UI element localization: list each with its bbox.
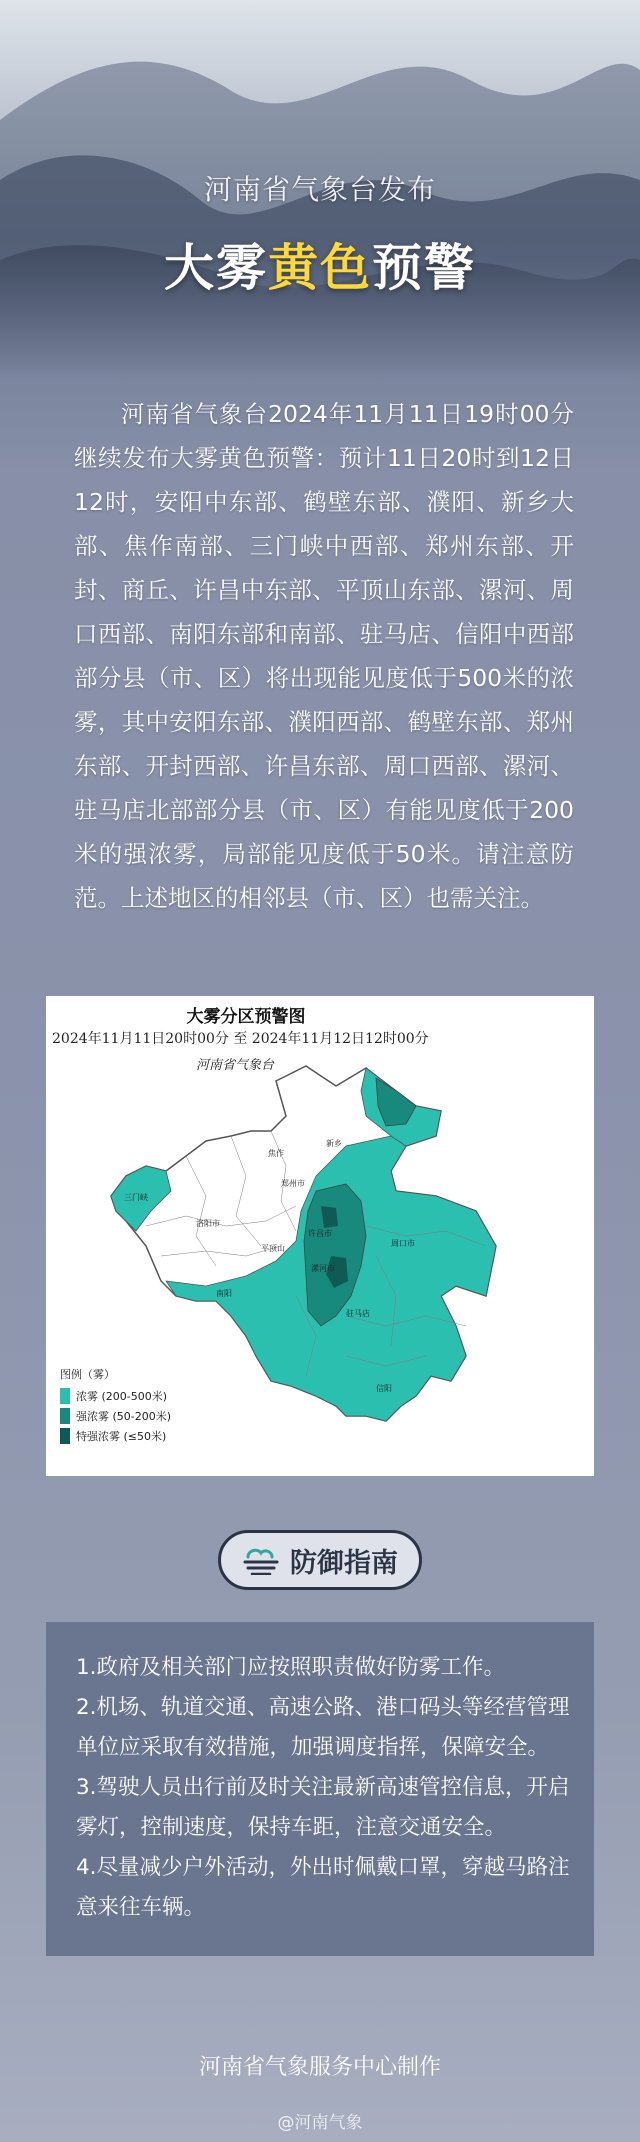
- legend-label: 特强浓雾 (≤50米): [76, 1430, 167, 1443]
- map-label-xuchang: 许昌市: [308, 1229, 332, 1238]
- guide-item-3: 3.驾驶人员出行前及时关注最新高速管控信息，开启雾灯，控制速度，保持车距，注意交通安全。: [76, 1775, 570, 1840]
- map-issuer: 河南省气象台: [196, 1058, 275, 1073]
- map-label-xinyang: 信阳: [376, 1384, 392, 1393]
- map-title: 大雾分区预警图: [186, 1007, 306, 1027]
- hero-banner: [0, 0, 640, 380]
- map-label-jiaozuo: 焦作: [268, 1149, 284, 1158]
- announcement-text: 河南省气象台2024年11月11日19时00分继续发布大雾黄色预警：预计11日20时到12日12时，安阳中东部、鹤壁东部、濮阳、新乡大部、焦作南部、三门峡中西部、郑州东部、开封、商丘、许昌中东部、平顶山东部、漯河、周口西部、南阳东部和南部、驻马店、信阳中西部部分县（市、区）将出现能见度低于500米的浓雾，其中安阳东部、濮阳西部、鹤壁东部、郑州东部、开封西部、许昌东部、周口西部、漯河、驻马店北部部分县（市、区）有能见度低于200米的强浓雾，局部能见度低于50米。请注意防范。上述地区的相邻县（市、区）也需关注。: [74, 400, 574, 912]
- legend-label: 浓雾 (200-500米): [76, 1390, 168, 1403]
- issuer-subtitle: 河南省气象台发布: [203, 173, 436, 206]
- map-label-luohe: 漯河市: [311, 1264, 335, 1273]
- defense-guide-box: [46, 1622, 594, 1956]
- title-part-warning: 预警: [372, 239, 476, 297]
- legend-item-strong-fog: [60, 1406, 171, 1426]
- legend-swatch: [60, 1408, 70, 1424]
- warning-title: [0, 228, 640, 300]
- legend-item-dense-fog: [60, 1386, 171, 1406]
- legend-swatch: [60, 1428, 70, 1444]
- defense-guide-label: 防御指南: [290, 1547, 398, 1579]
- guide-item-1: 1.政府及相关部门应按照职责做好防雾工作。: [76, 1655, 506, 1680]
- guide-item-2: 2.机场、轨道交通、高速公路、港口码头等经营管理单位应采取有效措施，加强调度指挥，保障安全。: [76, 1695, 570, 1760]
- map-label-pingdingshan: 平顶山: [261, 1244, 285, 1253]
- map-label-zhengzhou: 郑州市: [281, 1179, 305, 1188]
- legend-swatch: [60, 1388, 70, 1404]
- guide-item-4: 4.尽量减少户外活动，外出时佩戴口罩，穿越马路注意来往车辆。: [76, 1855, 570, 1920]
- map-label-luoyang: 洛阳市: [196, 1219, 220, 1228]
- title-part-fog: 大雾: [164, 239, 268, 297]
- title-part-level: 黄色: [268, 239, 372, 297]
- weibo-watermark: @河南气象: [277, 2113, 363, 2133]
- legend-title: 图例（雾）: [60, 1368, 115, 1381]
- map-period: 2024年11月11日20时00分 至 2024年11月12日12时00分: [52, 1031, 429, 1047]
- legend-item-extra-strong-fog: [60, 1426, 171, 1446]
- map-label-xinxiang: 新乡: [326, 1139, 342, 1148]
- map-label-sanmenxia: 三门峡: [124, 1193, 148, 1202]
- fog-warning-map: [46, 996, 594, 1476]
- map-legend: [60, 1366, 171, 1446]
- legend-label: 强浓雾 (50-200米): [76, 1410, 172, 1423]
- defense-guide-heading: [218, 1530, 422, 1590]
- map-label-zhumadian: 驻马店: [346, 1309, 370, 1318]
- fog-icon: [242, 1545, 280, 1575]
- map-label-zhoukou: 周口市: [391, 1239, 415, 1248]
- producer-credit: 河南省气象服务中心制作: [198, 2055, 441, 2080]
- map-label-nanyang: 南阳: [216, 1289, 232, 1298]
